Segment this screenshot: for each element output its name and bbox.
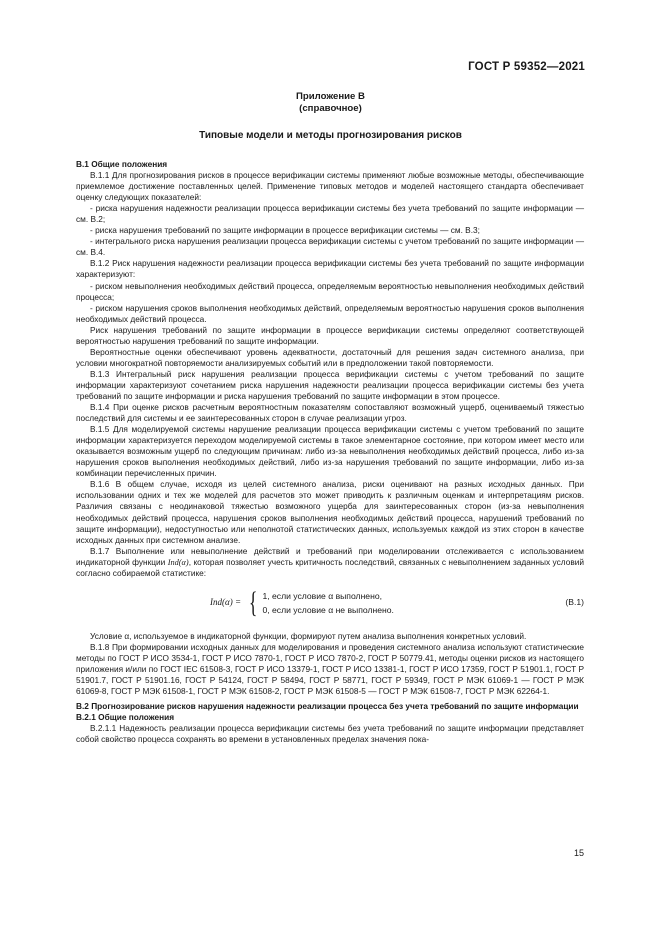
- formula-number: (В.1): [565, 596, 584, 607]
- annex-subtitle: (справочное): [299, 103, 362, 114]
- brace-symbol: {: [248, 585, 258, 619]
- paragraph-b117-text-b: , которая позволяет учесть критичность последствий, связанных с невыполнением заданных условий согласно собираемой статистике:: [76, 556, 584, 578]
- formula-case-2: 0, если условие α не выполнено.: [262, 604, 394, 615]
- list-item: - риска нарушения требований по защите информации в процессе верификации системы — см. В.3;: [90, 225, 480, 236]
- annex-main-title: Типовые модели и методы прогнозирования рисков: [199, 130, 462, 141]
- paragraph-b114: В.1.4 При оценке рисков расчетным вероятностным показателям сопоставляют возможный ущерб, оцениваемый тяжестью последствий для системы и ее заинтересованных сторон в случае реализации угроз.: [76, 402, 584, 424]
- section-heading-b2: В.2 Прогнозирование рисков нарушения надежности реализации процесса без учета требований по защите информации: [76, 701, 579, 712]
- paragraph-b112: В.1.2 Риск нарушения надежности реализации процесса верификации системы без учета требований по защите информации характеризуют:: [76, 258, 584, 280]
- paragraph-b115: В.1.5 Для моделируемой системы нарушение реализации процесса верификации системы с учетом требований по защите информации характеризуется переходом моделируемой системы в такое элементарное состояние, при котором имеет место или оказывается возможным ущерб по следующим причинам: либо из-за невыполнения необходимых действий процесса, либо из-за нарушения сроков выполнения необходимых действий, либо из-за нарушения требований по защите информации, либо из-за комбинации перечисленных причин.: [76, 424, 584, 479]
- paragraph-b117: [76, 546, 584, 579]
- page-number: 15: [573, 848, 584, 858]
- paragraph-b117-text-a: В.1.7 Выполнение или невыполнение действий и требований при моделировании отслеживается с использованием индикаторной функции: [76, 545, 584, 567]
- body-text: [76, 159, 584, 745]
- formula-cases: [262, 589, 393, 617]
- list-item: - интегрального риска нарушения реализации процесса верификации системы с учетом требований по защите информации — см. В.4.: [76, 236, 584, 258]
- paragraph-b111: В.1.1 Для прогнозирования рисков в процессе верификации системы применяют любые возможные методы, обеспечивающие приемлемое достижение поставленных целей. Применение типовых методов и моделей настоящего стандарта обеспечивает оценку следующих показателей:: [76, 170, 584, 203]
- annex-title: Приложение В: [296, 91, 365, 102]
- paragraph-b113: В.1.3 Интегральный риск нарушения реализации процесса верификации системы с учетом требований по защите информации характеризуют сочетанием риска нарушения надежности реализации процесса верификации системы без учета требований по защите информации и риска нарушения требований по защите информации в этом процессе.: [76, 368, 584, 401]
- paragraph: Риск нарушения требований по защите информации в процессе верификации системы определяют соответствующей вероятностью нарушения требований по защите информации.: [76, 324, 584, 346]
- paragraph-b211: В.2.1.1 Надежность реализации процесса верификации системы без учета требований по защите информации представляет собой свойство процесса сохранять во времени в установленных пределах значения пока-: [76, 723, 584, 745]
- section-heading-b21: В.2.1 Общие положения: [76, 712, 175, 723]
- paragraph: Вероятностные оценки обеспечивают уровень адекватности, достаточный для решения задач системного анализа, при условии многократной повторяемости анализируемых событий или в предположении такой повторяемости.: [76, 346, 584, 368]
- document-code: ГОСТ Р 59352—2021: [468, 61, 585, 73]
- indicator-function: Ind(α): [167, 557, 189, 567]
- list-item: - риском невыполнения необходимых действий процесса, определяемым вероятностью невыполнения необходимых действий процесса;: [76, 280, 584, 302]
- paragraph-b116: В.1.6 В общем случае, исходя из целей системного анализа, риски оценивают на разных исходных данных. При использовании одних и тех же моделей для расчетов это может приводить к различным оценкам и интерпретациям рисков. Различия связаны с неодинаковой тяжестью возможного ущерба для заинтересованных сторон (из-за невыполнения необходимых действий процесса, нарушения сроков выполнения необходимых действий процесса, нарушений требований по защите информации), недоступностью или неполнотой статистических данных, используемых каждой из этих сторон в качестве исходных данных при системном анализе.: [76, 479, 584, 545]
- paragraph: Условие α, используемое в индикаторной функции, формируют путем анализа выполнения конкретных условий.: [90, 630, 527, 641]
- list-item: - риска нарушения надежности реализации процесса верификации системы без учета требований по защите информации — см. В.2;: [76, 203, 584, 225]
- section-heading-b1: В.1 Общие положения: [76, 159, 168, 169]
- formula-b1: [76, 585, 584, 623]
- formula-body: [210, 585, 394, 619]
- formula-case-1: 1, если условие α выполнено,: [262, 590, 383, 601]
- paragraph-b118: В.1.8 При формировании исходных данных для моделирования и проведения системного анализа используют статистические методы по ГОСТ Р ИСО 3534-1, ГОСТ Р ИСО 7870-1, ГОСТ Р ИСО 7870-2, ГОСТ Р 50779.41, методы оценки рисков из настоящего приложения и/или по ГОСТ IEC 61508-3, ГОСТ Р ИСО 13379-1, ГОСТ Р ИСО 13381-1, ГОСТ Р ИСО 17359, ГОСТ Р 51901.1, ГОСТ Р 51901.7, ГОСТ Р 51901.16, ГОСТ Р 54124, ГОСТ Р 58494, ГОСТ Р 58771, ГОСТ Р 59349, ГОСТ Р МЭК 61069-1 — ГОСТ Р МЭК 61069-8, ГОСТ Р МЭК 61508-1, ГОСТ Р МЭК 61508-2, ГОСТ Р МЭК 61508-5 — ГОСТ Р МЭК 61508-7, ГОСТ Р МЭК 62264-1.: [76, 641, 584, 697]
- formula-lhs: Ind(α) =: [210, 597, 242, 608]
- list-item: - риском нарушения сроков выполнения необходимых действий, определяемым вероятностью нарушения сроков выполнения необходимых действий процесса.: [76, 302, 584, 324]
